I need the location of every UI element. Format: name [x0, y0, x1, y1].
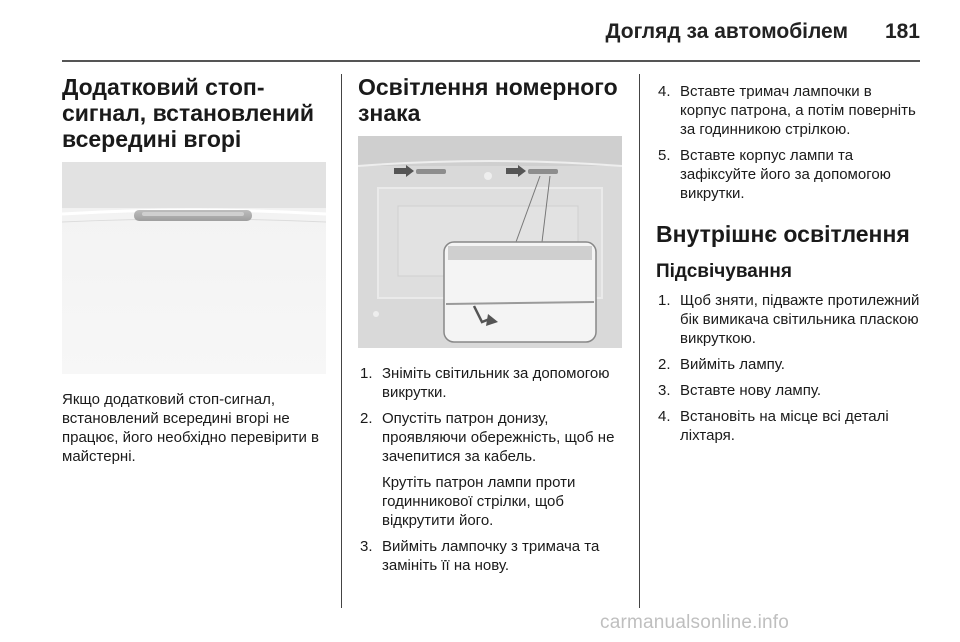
header-title: Догляд за автомобілем — [605, 20, 848, 43]
list-item: 3. Вийміть лампочку з тримача та замініть її на нову. — [360, 538, 600, 574]
list-item: 2. Опустіть патрон донизу, проявляючи обережність, щоб не зачепитися за кабель. Крутіть патрон лампи проти годинникової стрілки, щоб відкрутити його. — [360, 410, 615, 529]
interior-light-heading: Внутрішнє освітлення — [656, 221, 910, 247]
column-plate-light — [358, 74, 622, 582]
column-interior-light — [656, 74, 920, 452]
rear-window-brake-light-drawing — [62, 162, 326, 374]
brake-light-body: Якщо додатковий стоп-сигнал, встановлений всередині вгорі не працює, його необхідно перевірити в майстерні. — [62, 391, 320, 465]
column-brake-light — [62, 74, 326, 466]
page-header — [62, 14, 920, 50]
number-plate-light-drawing — [358, 136, 622, 348]
interior-light-subheading: Підсвічування — [656, 261, 792, 282]
list-item: 4. Вставте тримач лампочки в корпус патрона, а потім поверніть за годинникою стрілкою. — [658, 83, 916, 138]
list-item: 3. Вставте нову лампу. — [658, 382, 822, 399]
list-item: 5. Вставте корпус лампи та зафіксуйте його за допомогою викрутки. — [658, 147, 891, 202]
brake-light-heading: Додатковий стоп-сигнал, встановлений всередині вгорі — [62, 74, 315, 152]
brake-light-illustration — [62, 162, 326, 374]
page-number: 181 — [884, 20, 920, 43]
plate-light-illustration — [358, 136, 622, 348]
list-item: 1. Щоб зняти, підважте протилежний бік вимикача світильника пласкою викруткою. — [658, 292, 920, 347]
list-item: 1. Зніміть світильник за допомогою викрутки. — [360, 365, 610, 401]
list-item: 2. Вийміть лампу. — [658, 356, 785, 373]
column-divider-2 — [639, 74, 640, 608]
plate-light-steps-continued — [656, 82, 920, 203]
list-item: 4. Встановіть на місце всі деталі ліхтаря. — [658, 408, 889, 444]
header-rule — [62, 60, 920, 62]
watermark-link[interactable]: carmanualsonline.info — [600, 612, 790, 633]
column-divider-1 — [341, 74, 342, 608]
interior-light-steps — [656, 291, 920, 445]
plate-light-heading: Освітлення номерного знака — [358, 74, 618, 126]
plate-light-steps — [358, 364, 622, 575]
